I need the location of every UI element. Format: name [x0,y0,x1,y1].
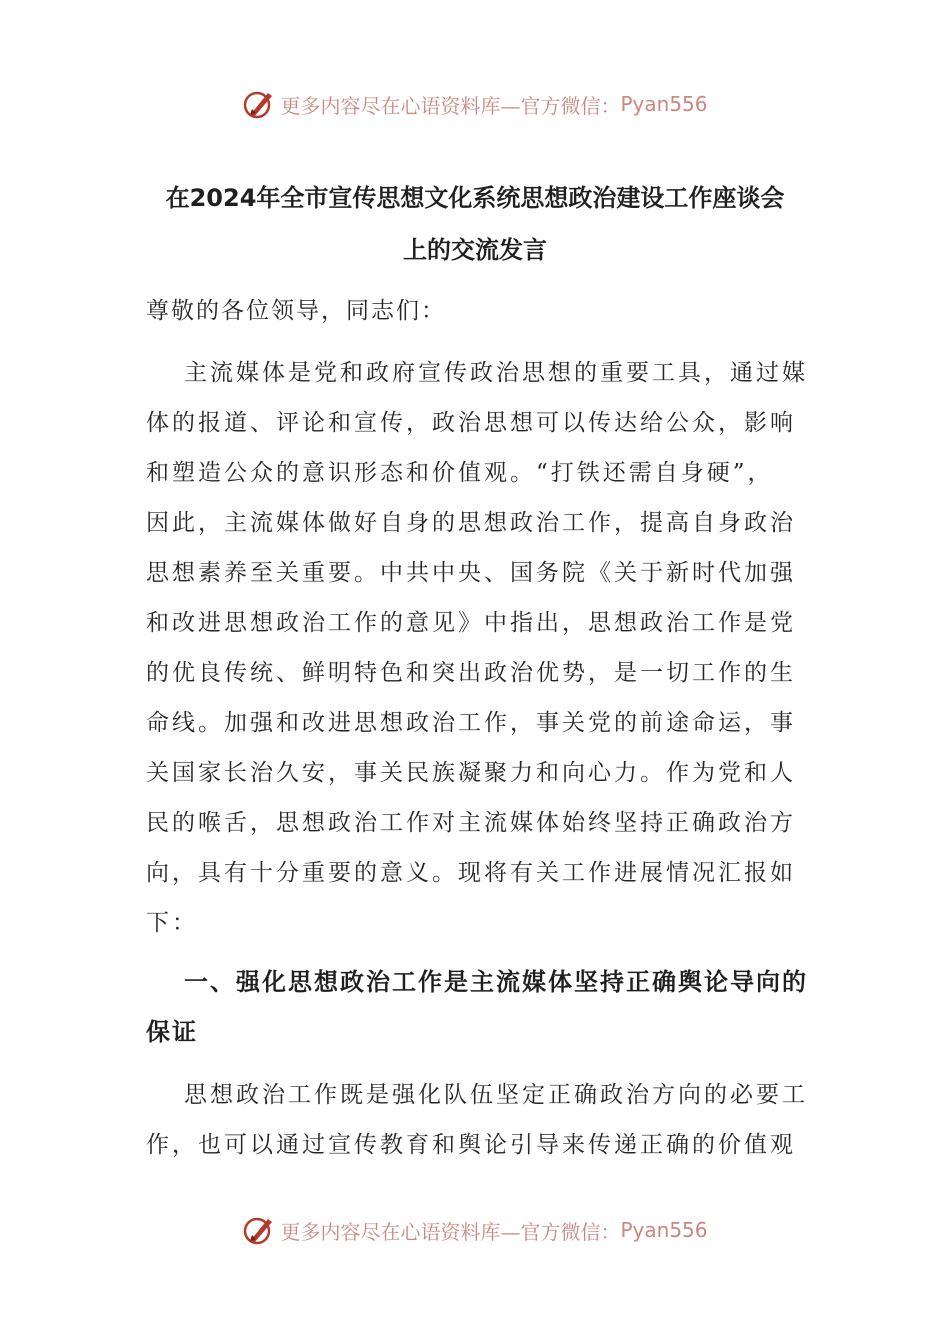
header-watermark [0,84,950,124]
watermark-wechat-id: Pyan556 [620,92,708,116]
section-heading-line-2: 保证 [146,1018,198,1046]
paragraph-line: 思想素养至关重要。中共中央、国务院《关于新时代加强 [146,560,796,586]
paragraph-line: 下： [146,910,198,936]
paragraph-line: 关国家长治久安，事关民族凝聚力和向心力。作为党和人 [146,760,796,786]
pen-logo-icon [242,1213,276,1247]
footer-watermark [0,1210,950,1250]
paragraph-line: 命线。加强和改进思想政治工作，事关党的前途命运，事 [146,710,796,736]
paragraph-line: 作，也可以通过宣传教育和舆论引导来传递正确的价值观 [146,1132,796,1158]
watermark-text: 更多内容尽在心语资料库—官方微信： [280,93,621,118]
watermark-wechat-id: Pyan556 [620,1218,708,1242]
salutation: 尊敬的各位领导，同志们： [146,298,446,324]
paragraph-line: 主流媒体是党和政府宣传政治思想的重要工具，通过媒 [184,360,808,386]
paragraph-line: 和改进思想政治工作的意见》中指出，思想政治工作是党 [146,610,796,636]
paragraph-line: 的优良传统、鲜明特色和突出政治优势，是一切工作的生 [146,660,796,686]
document-title-line-2: 上的交流发言 [403,236,547,264]
document-title-line-1: 在2024年全市宣传思想文化系统思想政治建设工作座谈会 [165,184,785,212]
pen-logo-icon [242,87,276,121]
paragraph-line: 因此，主流媒体做好自身的思想政治工作，提高自身政治 [146,510,796,536]
paragraph-line: 和塑造公众的意识形态和价值观。“打铁还需自身硬”， [146,460,774,486]
watermark-text: 更多内容尽在心语资料库—官方微信： [280,1219,621,1244]
section-heading-line-1: 一、强化思想政治工作是主流媒体坚持正确舆论导向的 [184,968,808,996]
paragraph-line: 民的喉舌，思想政治工作对主流媒体始终坚持正确政治方 [146,810,796,836]
paragraph-line: 体的报道、评论和宣传，政治思想可以传达给公众，影响 [146,410,796,436]
paragraph-line: 思想政治工作既是强化队伍坚定正确政治方向的必要工 [184,1082,808,1108]
paragraph-line: 向，具有十分重要的意义。现将有关工作进展情况汇报如 [146,860,796,886]
